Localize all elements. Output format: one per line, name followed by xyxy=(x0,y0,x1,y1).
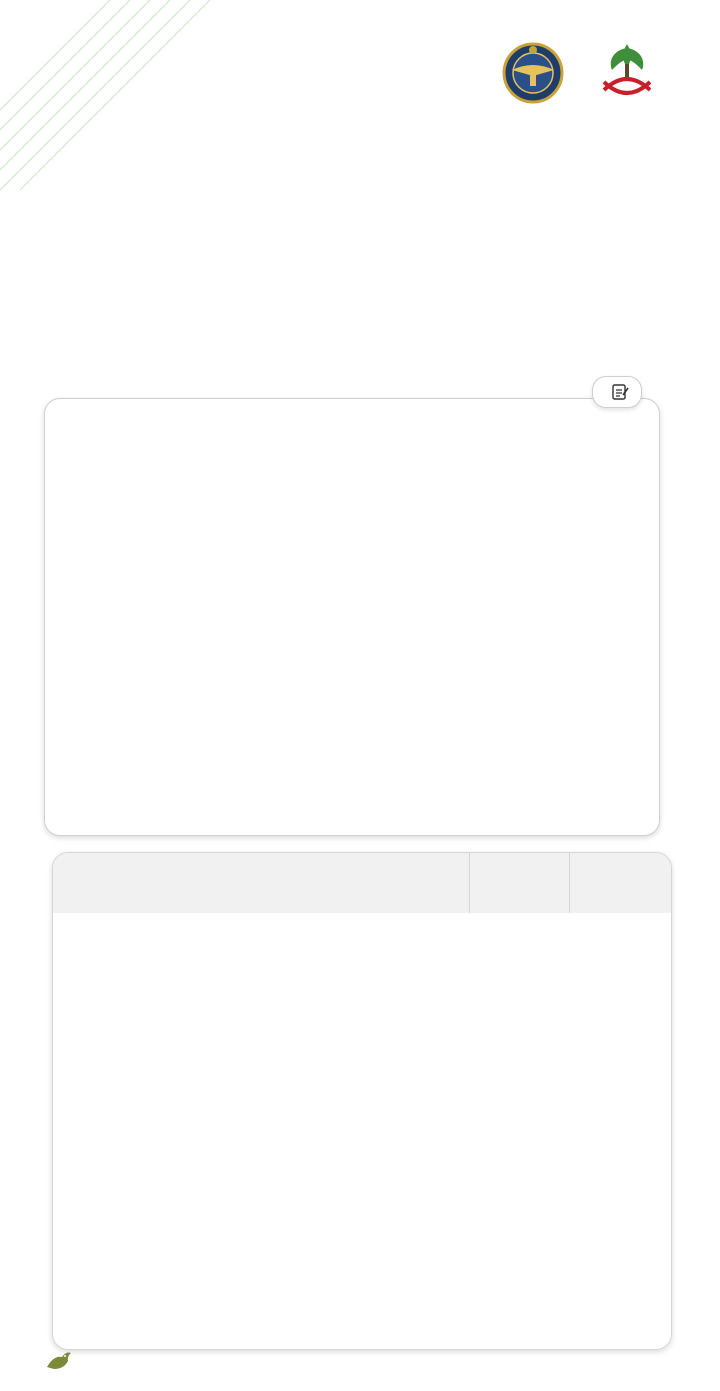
conditions-tag xyxy=(592,376,642,408)
conditions-box xyxy=(44,398,660,836)
logos xyxy=(502,38,662,118)
dove-icon xyxy=(44,1347,74,1377)
security-aviation-badge-icon xyxy=(502,40,564,106)
header-qualification xyxy=(469,853,569,913)
saudi-emblem-icon xyxy=(592,38,662,110)
table-header-row xyxy=(53,853,671,913)
footer xyxy=(44,1347,80,1377)
header-rank xyxy=(569,853,671,913)
checklist-icon xyxy=(611,383,629,401)
ranks-table xyxy=(52,852,672,1350)
corner-decoration xyxy=(0,0,260,200)
header-specialties xyxy=(53,853,469,913)
